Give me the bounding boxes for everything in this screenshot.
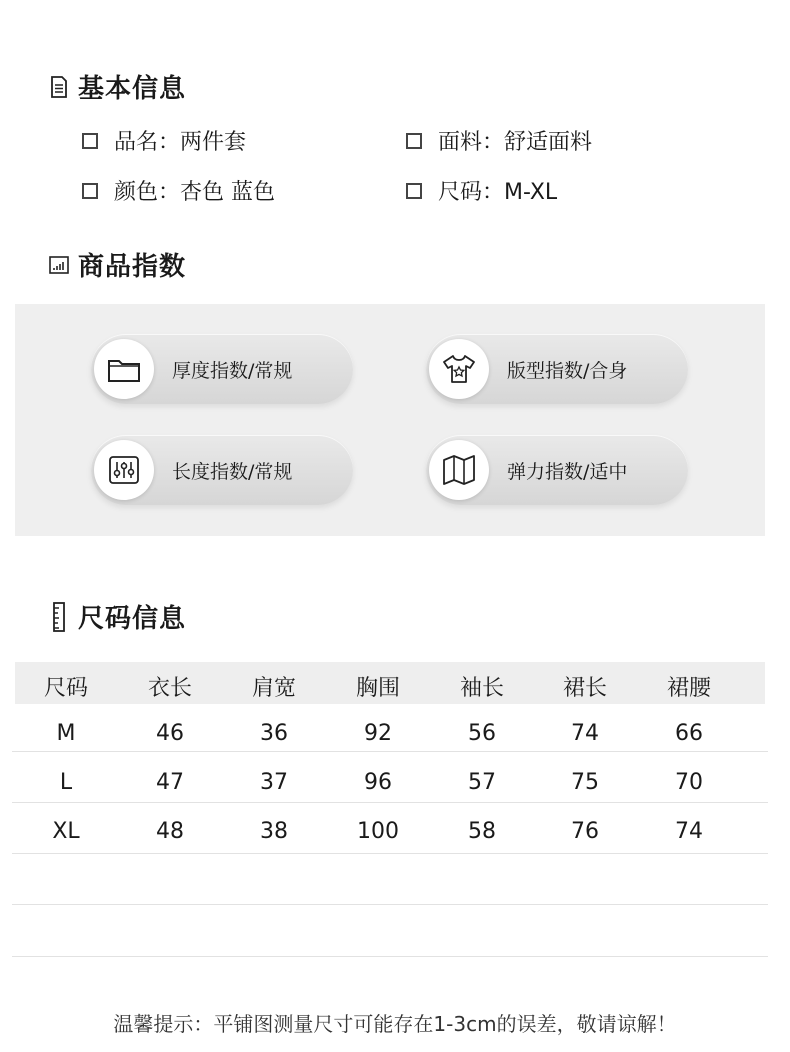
product-index-header bbox=[48, 246, 186, 283]
table-cell: 48 bbox=[156, 819, 184, 844]
basic-info-header bbox=[48, 68, 186, 105]
row-divider bbox=[12, 751, 768, 752]
table-cell: 70 bbox=[675, 770, 703, 795]
table-header-cell: 胸围 bbox=[355, 676, 400, 701]
table-cell: L bbox=[59, 770, 73, 795]
checkbox-icon bbox=[82, 133, 98, 149]
index-label: 版型指数/合身 bbox=[507, 359, 628, 382]
row-divider bbox=[12, 853, 768, 854]
table-cell: 56 bbox=[468, 721, 496, 746]
info-item-color bbox=[82, 175, 275, 206]
table-cell: 74 bbox=[571, 721, 599, 746]
table-cell: 47 bbox=[156, 770, 184, 795]
table-cell: 96 bbox=[364, 770, 392, 795]
table-cell: 38 bbox=[260, 819, 288, 844]
table-header-cell: 尺码 bbox=[43, 676, 88, 701]
product-index-title: 商品指数 bbox=[78, 252, 187, 282]
table-cell: 66 bbox=[675, 721, 703, 746]
index-elasticity bbox=[426, 435, 688, 505]
table-cell: 100 bbox=[357, 819, 399, 844]
tip-text: 温馨提示：平铺图测量尺寸可能存在1-3cm的误差，敬请谅解！ bbox=[113, 1012, 677, 1036]
info-item-label: 尺码：M-XL bbox=[438, 180, 558, 205]
table-cell: 74 bbox=[675, 819, 703, 844]
table-cell: M bbox=[56, 721, 76, 746]
info-item-size bbox=[406, 175, 557, 206]
index-fit bbox=[426, 334, 688, 404]
basic-info-title: 基本信息 bbox=[78, 74, 187, 104]
checkbox-icon bbox=[406, 133, 422, 149]
table-cell: 58 bbox=[468, 819, 496, 844]
checkbox-icon bbox=[406, 183, 422, 199]
info-item-fabric bbox=[406, 125, 592, 156]
index-label: 厚度指数/常规 bbox=[172, 359, 293, 382]
folder-icon bbox=[94, 339, 154, 399]
index-label: 弹力指数/适中 bbox=[507, 460, 628, 483]
info-item-name bbox=[82, 125, 246, 156]
table-cell: 46 bbox=[156, 721, 184, 746]
document-icon bbox=[48, 75, 70, 99]
row-divider bbox=[12, 956, 768, 957]
table-cell: 75 bbox=[571, 770, 599, 795]
index-label: 长度指数/常规 bbox=[172, 460, 293, 483]
index-thickness bbox=[91, 334, 353, 404]
signal-chart-icon bbox=[48, 253, 70, 277]
checkbox-icon bbox=[82, 183, 98, 199]
product-index-panel bbox=[15, 304, 765, 536]
table-header-cell: 肩宽 bbox=[251, 676, 296, 701]
size-info-header bbox=[48, 598, 186, 635]
table-cell: 76 bbox=[571, 819, 599, 844]
info-item-label: 品名：两件套 bbox=[114, 130, 247, 155]
tshirt-star-icon bbox=[429, 339, 489, 399]
info-item-label: 面料：舒适面料 bbox=[438, 130, 593, 155]
row-divider bbox=[12, 904, 768, 905]
table-header-cell: 袖长 bbox=[459, 676, 504, 701]
row-divider bbox=[12, 802, 768, 803]
table-cell: 37 bbox=[260, 770, 288, 795]
table-cell: 92 bbox=[364, 721, 392, 746]
sliders-icon bbox=[94, 440, 154, 500]
table-cell: XL bbox=[52, 819, 80, 844]
ruler-icon bbox=[48, 605, 70, 629]
table-cell: 57 bbox=[468, 770, 496, 795]
table-header-cell: 裙腰 bbox=[666, 676, 711, 701]
map-fold-icon bbox=[429, 440, 489, 500]
size-info-title: 尺码信息 bbox=[78, 604, 187, 634]
table-header-cell: 衣长 bbox=[147, 676, 192, 701]
index-length bbox=[91, 435, 353, 505]
table-cell: 36 bbox=[260, 721, 288, 746]
info-item-label: 颜色：杏色 蓝色 bbox=[114, 180, 275, 205]
table-header-cell: 裙长 bbox=[562, 676, 607, 701]
